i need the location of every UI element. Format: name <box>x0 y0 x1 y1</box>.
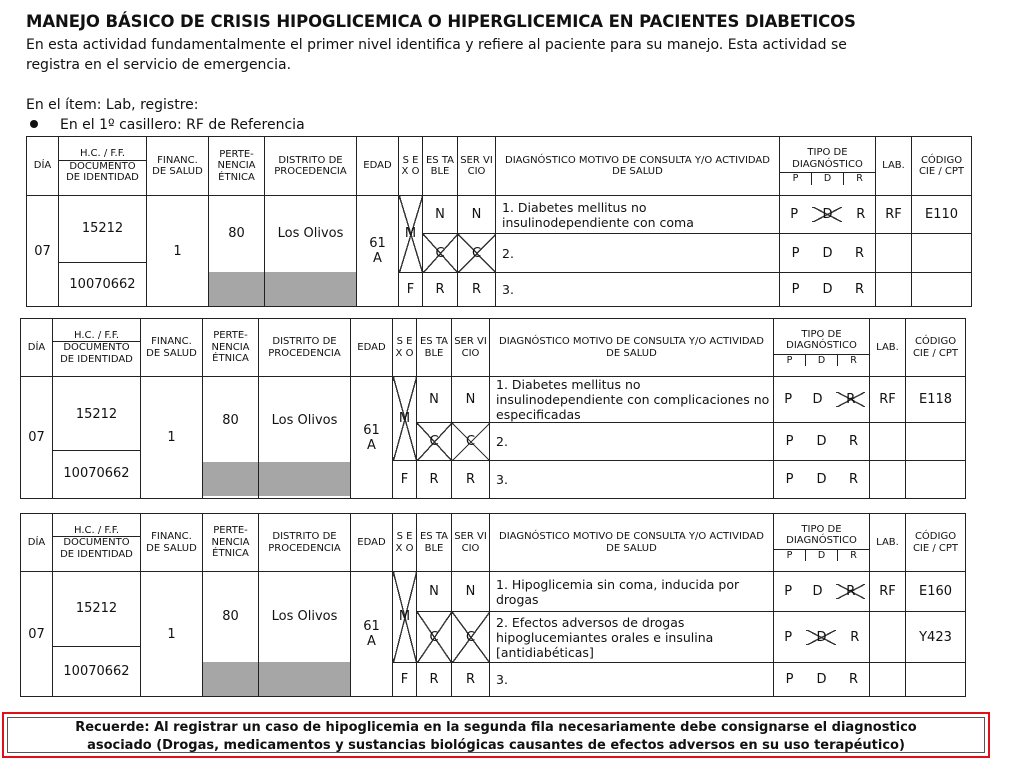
header-servicio: SER VI CIO <box>458 137 496 196</box>
lab-cell: RF <box>876 196 912 234</box>
header-dia: DÍA <box>21 319 53 377</box>
header-edad: EDAD <box>351 319 393 377</box>
dia-cell: 07 <box>21 572 53 697</box>
etnia-value: 80 <box>228 226 245 241</box>
codigo-cell <box>906 423 966 461</box>
header-distrito: DISTRITO DE PROCEDENCIA <box>265 137 357 196</box>
tipo-d-value: D <box>822 281 833 297</box>
lab-cell <box>870 423 906 461</box>
sexo-f-cell: F <box>399 272 423 306</box>
header-edad: EDAD <box>357 137 399 196</box>
table-row <box>21 377 966 423</box>
servicio-cell: N <box>452 377 490 423</box>
etnia-cell <box>203 572 259 697</box>
estable-cell: R <box>423 272 458 306</box>
tipo-d-value: D <box>812 392 823 407</box>
lab-cell <box>876 234 912 272</box>
bullet-text: En el 1º casillero: RF de Referencia <box>60 117 305 133</box>
header-sexo: S E X O <box>393 514 417 572</box>
instruction-bullet <box>26 117 305 133</box>
header-hc <box>59 137 147 196</box>
header-hc <box>53 514 141 572</box>
reminder-text <box>7 717 985 753</box>
codigo-cell: E160 <box>906 572 966 612</box>
header-estable: ES TA BLE <box>417 319 452 377</box>
header-dia: DÍA <box>27 137 59 196</box>
sexo-f-cell: F <box>393 662 417 696</box>
diagnostico-cell: 1. Diabetes mellitus no insulinodependiente con coma <box>496 196 780 234</box>
header-tipo-title: TIPO DE DIAGNÓSTICO <box>774 524 870 550</box>
tipo-p-value: P <box>785 472 794 487</box>
distrito-value: Los Olivos <box>277 226 344 241</box>
header-hc-top: H.C. / F.F. <box>53 330 140 343</box>
header-distrito: DISTRITO DE PROCEDENCIA <box>259 514 351 572</box>
tipo-diagnostico-cell <box>780 234 876 272</box>
bullet-dot-icon <box>30 120 38 128</box>
header-hc-top: H.C. / F.F. <box>59 148 146 161</box>
diagnostico-cell: 3. <box>490 662 774 696</box>
distrito-blank-gray <box>259 662 350 696</box>
tipo-diagnostico-cell <box>774 423 870 461</box>
hc-cell <box>53 377 141 499</box>
tipo-p-value: P <box>784 392 793 407</box>
header-financ: FINANC. DE SALUD <box>147 137 209 196</box>
tipo-r-value: R <box>836 584 865 599</box>
servicio-cell: N <box>458 196 496 234</box>
header-tipo-d: D <box>805 550 837 562</box>
etnia-value: 80 <box>222 412 239 428</box>
estable-cell: C <box>417 423 452 461</box>
header-estable: ES TA BLE <box>423 137 458 196</box>
header-hc <box>53 319 141 377</box>
edad-number: 61 <box>363 422 380 438</box>
etnia-blank-gray <box>203 462 258 496</box>
header-pertenencia: PERTE- NENCIA ÉTNICA <box>209 137 265 196</box>
hc-number: 15212 <box>53 380 140 451</box>
distrito-cell <box>259 572 351 697</box>
document-number: 10070662 <box>63 465 130 481</box>
register-table-3 <box>20 513 966 697</box>
header-hc-bottom: DOCUMENTO DE IDENTIDAD <box>66 160 139 184</box>
header-financ: FINANC. DE SALUD <box>141 514 203 572</box>
tipo-p-value: P <box>785 671 794 687</box>
edad-cell <box>357 196 399 307</box>
servicio-cell: R <box>452 461 490 499</box>
header-diagnostico: DIAGNÓSTICO MOTIVO DE CONSULTA Y/O ACTIVIDAD DE SALUD <box>496 137 780 196</box>
header-distrito: DISTRITO DE PROCEDENCIA <box>259 319 351 377</box>
register-table-1 <box>26 136 972 307</box>
document-number: 10070662 <box>63 664 130 679</box>
hc-number: 15212 <box>59 196 146 263</box>
header-hc-top: H.C. / F.F. <box>53 525 140 538</box>
tipo-p-value: P <box>790 207 799 223</box>
diagnostico-cell: 3. <box>496 272 780 306</box>
header-codigo: CÓDIGO CIE / CPT <box>912 137 972 196</box>
header-pertenencia: PERTE- NENCIA ÉTNICA <box>203 514 259 572</box>
tipo-r-value: R <box>850 629 860 645</box>
lab-cell: RF <box>870 377 906 423</box>
estable-cell: C <box>417 612 452 662</box>
intro-line-2: registra en el servicio de emergencia. <box>26 57 292 73</box>
codigo-cell <box>906 461 966 499</box>
tipo-r-value: R <box>856 207 866 223</box>
tipo-diagnostico-cell <box>780 196 876 234</box>
codigo-cell: E110 <box>912 196 972 234</box>
header-diagnostico: DIAGNÓSTICO MOTIVO DE CONSULTA Y/O ACTIVIDAD DE SALUD <box>490 514 774 572</box>
header-hc-bottom: DOCUMENTO DE IDENTIDAD <box>60 342 133 365</box>
header-lab: LAB. <box>870 319 906 377</box>
intro-line-3: En el ítem: Lab, registre: <box>26 97 199 113</box>
tipo-diagnostico-cell <box>774 572 870 612</box>
header-codigo: CÓDIGO CIE / CPT <box>906 319 966 377</box>
header-edad: EDAD <box>351 514 393 572</box>
tipo-diagnostico-cell <box>780 272 876 306</box>
lab-cell <box>870 612 906 662</box>
intro-line-1: En esta actividad fundamentalmente el primer nivel identifica y refiere al paciente para su manejo. Esta actividad se <box>26 37 847 53</box>
etnia-blank-gray <box>203 662 258 696</box>
diagnostico-cell: 2. Efectos adversos de drogas hipoglucemiantes orales e insulina [antidiabéticas] <box>490 612 774 662</box>
edad-unit: A <box>367 437 376 453</box>
financ-cell: 1 <box>141 572 203 697</box>
tipo-diagnostico-cell <box>774 461 870 499</box>
table-row <box>27 196 972 234</box>
tipo-diagnostico-cell <box>774 377 870 423</box>
tipo-p-value: P <box>791 281 800 297</box>
tipo-p-value: P <box>784 584 793 600</box>
estable-cell: N <box>423 196 458 234</box>
tipo-d-value: D <box>816 671 827 687</box>
edad-cell <box>351 377 393 499</box>
diagnostico-cell: 1. Hipoglicemia sin coma, inducida por drogas <box>490 572 774 612</box>
header-tipo-p: P <box>786 354 793 366</box>
tipo-r-value: R <box>836 392 865 407</box>
header-dia: DÍA <box>21 514 53 572</box>
header-tipo-diagnostico <box>774 514 870 572</box>
tipo-d-value: D <box>812 207 841 222</box>
servicio-cell: C <box>452 423 490 461</box>
etnia-value: 80 <box>222 609 239 624</box>
financ-cell: 1 <box>147 196 209 307</box>
edad-number: 61 <box>369 236 386 251</box>
header-tipo-r: R <box>837 355 869 367</box>
hc-number: 15212 <box>53 572 140 647</box>
estable-cell: N <box>417 572 452 612</box>
codigo-cell <box>906 662 966 696</box>
financ-cell: 1 <box>141 377 203 499</box>
header-sexo: S E X O <box>393 319 417 377</box>
hc-cell <box>53 572 141 697</box>
header-tipo-r: R <box>837 550 869 562</box>
reminder-box <box>2 712 990 758</box>
hc-cell <box>59 196 147 307</box>
lab-cell <box>876 272 912 306</box>
diagnostico-cell: 1. Diabetes mellitus no insulinodependiente con complicaciones no especificadas <box>490 377 774 423</box>
header-sexo: S E X O <box>399 137 423 196</box>
etnia-cell <box>203 377 259 499</box>
tipo-d-value: D <box>806 630 835 645</box>
header-hc-bottom: DOCUMENTO DE IDENTIDAD <box>60 537 133 560</box>
tipo-p-value: P <box>791 245 800 261</box>
header-servicio: SER VI CIO <box>452 514 490 572</box>
lab-cell <box>870 461 906 499</box>
tipo-diagnostico-cell <box>774 662 870 696</box>
header-codigo: CÓDIGO CIE / CPT <box>906 514 966 572</box>
distrito-blank-gray <box>265 272 356 306</box>
edad-cell <box>351 572 393 697</box>
servicio-cell: C <box>452 612 490 662</box>
etnia-blank-gray <box>209 272 264 306</box>
header-tipo-p: P <box>792 173 799 185</box>
tipo-r-value: R <box>854 245 865 261</box>
codigo-cell <box>912 234 972 272</box>
header-tipo-p: P <box>786 549 793 561</box>
tipo-r-value: R <box>854 281 865 297</box>
tipo-d-value: D <box>812 584 823 600</box>
etnia-cell <box>209 196 265 307</box>
distrito-cell <box>265 196 357 307</box>
tipo-p-value: P <box>784 629 793 645</box>
header-pertenencia: PERTE- NENCIA ÉTNICA <box>203 319 259 377</box>
header-tipo-r: R <box>843 173 875 185</box>
estable-cell: R <box>417 662 452 696</box>
register-table-2 <box>20 318 966 499</box>
tipo-diagnostico-cell <box>774 612 870 662</box>
distrito-value: Los Olivos <box>271 609 338 624</box>
codigo-cell <box>912 272 972 306</box>
reminder-line-2: asociado (Drogas, medicamentos y sustancias biológicas causantes de efectos adversos en su uso terapéutico) <box>87 738 905 753</box>
header-lab: LAB. <box>876 137 912 196</box>
lab-cell: RF <box>870 572 906 612</box>
header-tipo-title: TIPO DE DIAGNÓSTICO <box>780 147 876 173</box>
tipo-r-value: R <box>848 671 859 687</box>
diagnostico-cell: 3. <box>490 461 774 499</box>
header-tipo-d: D <box>805 355 837 367</box>
distrito-blank-gray <box>259 462 350 496</box>
tipo-r-value: R <box>848 472 859 487</box>
servicio-cell: N <box>452 572 490 612</box>
edad-unit: A <box>367 634 376 649</box>
sexo-f-cell: F <box>393 461 417 499</box>
reminder-line-1: Recuerde: Al registrar un caso de hipoglicemia en la segunda fila necesariamente debe consignarse el diagnostico <box>75 720 917 735</box>
header-tipo-diagnostico <box>780 137 876 196</box>
estable-cell: R <box>417 461 452 499</box>
servicio-cell: R <box>452 662 490 696</box>
tipo-d-value: D <box>816 434 827 449</box>
distrito-value: Los Olivos <box>271 412 338 428</box>
sexo-m-cell: M <box>393 572 417 663</box>
servicio-cell: R <box>458 272 496 306</box>
sexo-m-cell: M <box>393 377 417 461</box>
codigo-cell: E118 <box>906 377 966 423</box>
edad-unit: A <box>373 251 382 266</box>
header-tipo-diagnostico <box>774 319 870 377</box>
diagnostico-cell: 2. <box>490 423 774 461</box>
servicio-cell: C <box>458 234 496 272</box>
estable-cell: N <box>417 377 452 423</box>
tipo-d-value: D <box>816 472 827 487</box>
document-number: 10070662 <box>69 277 136 292</box>
edad-number: 61 <box>363 619 380 634</box>
lab-cell <box>870 662 906 696</box>
tipo-r-value: R <box>848 434 859 449</box>
tipo-d-value: D <box>822 245 833 261</box>
dia-cell: 07 <box>21 377 53 499</box>
tipo-p-value: P <box>785 434 794 449</box>
header-estable: ES TA BLE <box>417 514 452 572</box>
dia-cell: 07 <box>27 196 59 307</box>
header-diagnostico: DIAGNÓSTICO MOTIVO DE CONSULTA Y/O ACTIVIDAD DE SALUD <box>490 319 774 377</box>
distrito-cell <box>259 377 351 499</box>
codigo-cell: Y423 <box>906 612 966 662</box>
header-lab: LAB. <box>870 514 906 572</box>
estable-cell: C <box>423 234 458 272</box>
header-financ: FINANC. DE SALUD <box>141 319 203 377</box>
diagnostico-cell: 2. <box>496 234 780 272</box>
sexo-m-cell: M <box>399 196 423 273</box>
table-row <box>21 572 966 612</box>
header-servicio: SER VI CIO <box>452 319 490 377</box>
header-tipo-d: D <box>811 173 843 185</box>
header-tipo-title: TIPO DE DIAGNÓSTICO <box>774 329 870 355</box>
page-title: MANEJO BÁSICO DE CRISIS HIPOGLICEMICA O HIPERGLICEMICA EN PACIENTES DIABETICOS <box>26 12 856 31</box>
